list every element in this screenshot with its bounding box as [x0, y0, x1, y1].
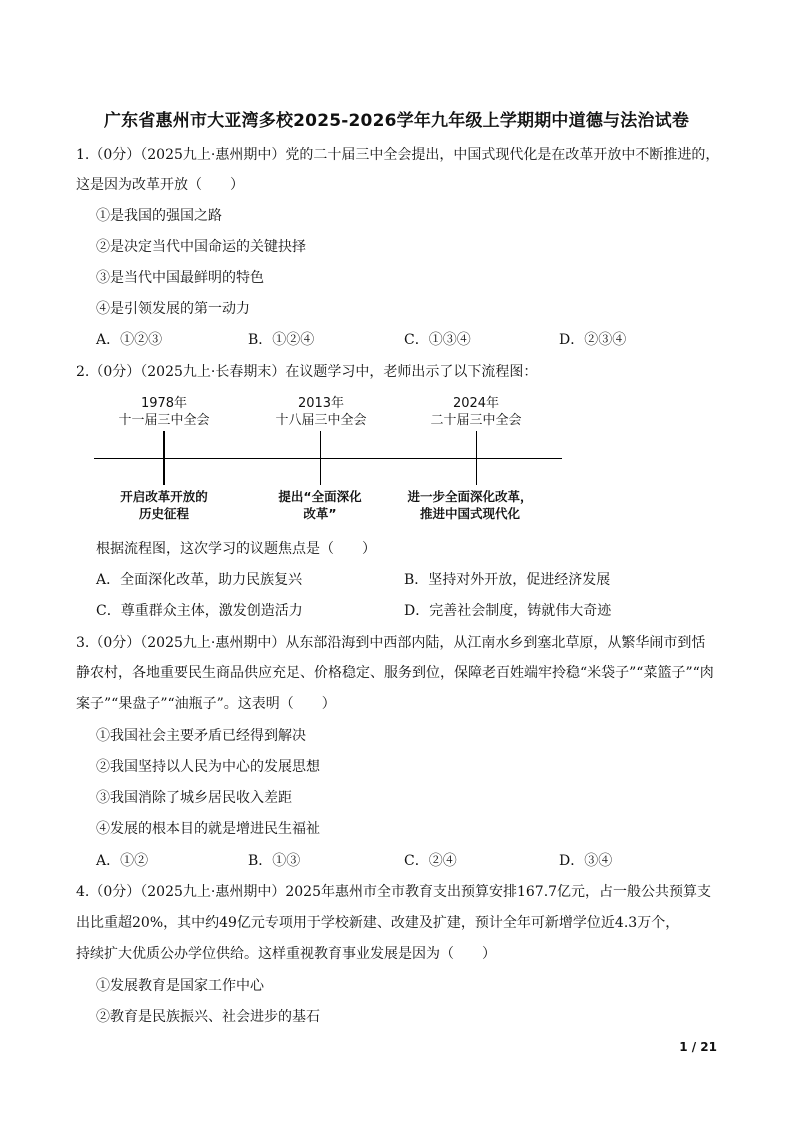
- q1-stem-line1: 1.（0分）（2025九上·惠州期中）党的二十届三中全会提出，中国式现代化是在改革开放中不断推进的，: [76, 147, 720, 163]
- q2-choice-a[interactable]: A．全面深化改革，助力民族复兴: [96, 572, 303, 588]
- q1-choice-b[interactable]: B．①②④: [248, 332, 315, 348]
- q1-item-4: ④是引领发展的第一动力: [96, 301, 250, 317]
- q1-item-1: ①是我国的强国之路: [96, 208, 222, 224]
- q3-stem-line2: 静农村，各地重要民生商品供应充足、价格稳定、服务到位，保障老百姓端牢拎稳“米袋子”“菜篮子”“肉: [76, 665, 714, 681]
- flow-chart: [94, 395, 564, 525]
- q3-choice-c[interactable]: C．②④: [404, 853, 457, 869]
- flow-node-2-year: 2013年: [297, 396, 345, 411]
- q2-stem-line1: 2.（0分）（2025九上·长春期末）在议题学习中，老师出示了以下流程图：: [76, 364, 538, 380]
- q3-choice-d[interactable]: D．③④: [559, 853, 613, 869]
- q4-stem-line1: 4.（0分）（2025九上·惠州期中）2025年惠州市全市教育支出预算安排167.7亿元，占一般公共预算支: [76, 884, 712, 900]
- q1-stem-line2: 这是因为改革开放（ ）: [76, 177, 244, 193]
- flow-node-2-session: 十八届三中全会: [275, 413, 367, 428]
- flow-node-3-desc-line2: 推进中国式现代化: [419, 506, 520, 521]
- q2-choice-b[interactable]: B．坚持对外开放，促进经济发展: [404, 572, 611, 588]
- page-number: 1 / 21: [679, 1040, 717, 1054]
- q4-stem-line3: 持续扩大优质公办学位供给。这样重视教育事业发展是因为（ ）: [76, 946, 496, 962]
- flow-node-1-session: 十一届三中全会: [118, 413, 210, 428]
- flow-node-1-desc-line2: 历史征程: [138, 506, 189, 521]
- q3-item-1: ①我国社会主要矛盾已经得到解决: [96, 728, 306, 744]
- q3-choice-a[interactable]: A．①②: [96, 853, 149, 869]
- q2-question: 根据流程图，这次学习的议题焦点是（ ）: [96, 541, 376, 557]
- q1-item-3: ③是当代中国最鲜明的特色: [96, 270, 264, 286]
- timeline-tick-2: [320, 431, 321, 485]
- flow-node-3-session: 二十届三中全会: [430, 413, 522, 428]
- flow-node-2-desc-line1: 提出“全面深化: [278, 489, 362, 504]
- q3-stem-line3: 案子”“果盘子”“油瓶子”。这表明（ ）: [76, 696, 336, 712]
- flow-node-3-year: 2024年: [452, 396, 500, 411]
- flow-node-1-desc-line1: 开启改革开放的: [120, 489, 208, 504]
- q3-item-3: ③我国消除了城乡居民收入差距: [96, 790, 292, 806]
- q4-item-2: ②教育是民族振兴、社会进步的基石: [96, 1009, 320, 1025]
- q1-item-2: ②是决定当代中国命运的关键抉择: [96, 239, 306, 255]
- q1-choice-a[interactable]: A．①②③: [96, 332, 163, 348]
- flow-node-1-year: 1978年: [140, 396, 188, 411]
- q3-choice-b[interactable]: B．①③: [248, 853, 301, 869]
- q2-choice-c[interactable]: C．尊重群众主体，激发创造活力: [96, 603, 303, 619]
- q4-stem-line2: 出比重超20%，其中约49亿元专项用于学校新建、改建及扩建，预计全年可新增学位近4.3万个，: [76, 915, 680, 931]
- q1-choice-d[interactable]: D．②③④: [559, 332, 627, 348]
- timeline-tick-3: [476, 431, 477, 485]
- q3-stem-line1: 3.（0分）（2025九上·惠州期中）从东部沿海到中西部内陆，从江南水乡到塞北草原，从繁华闹市到恬: [76, 635, 706, 651]
- q1-choice-c[interactable]: C．①③④: [404, 332, 471, 348]
- q4-item-1: ①发展教育是国家工作中心: [96, 978, 264, 994]
- q3-item-4: ④发展的根本目的就是增进民生福祉: [96, 821, 320, 837]
- q2-choice-d[interactable]: D．完善社会制度，铸就伟大奇迹: [404, 603, 612, 619]
- flow-node-2-desc-line2: 改革”: [303, 506, 337, 521]
- q3-item-2: ②我国坚持以人民为中心的发展思想: [96, 759, 320, 775]
- flow-node-3-desc-line1: 进一步全面深化改革，: [407, 489, 533, 504]
- exam-title: 广东省惠州市大亚湾多校2025-2026学年九年级上学期期中道德与法治试卷: [103, 111, 690, 131]
- timeline-tick-1: [163, 431, 165, 485]
